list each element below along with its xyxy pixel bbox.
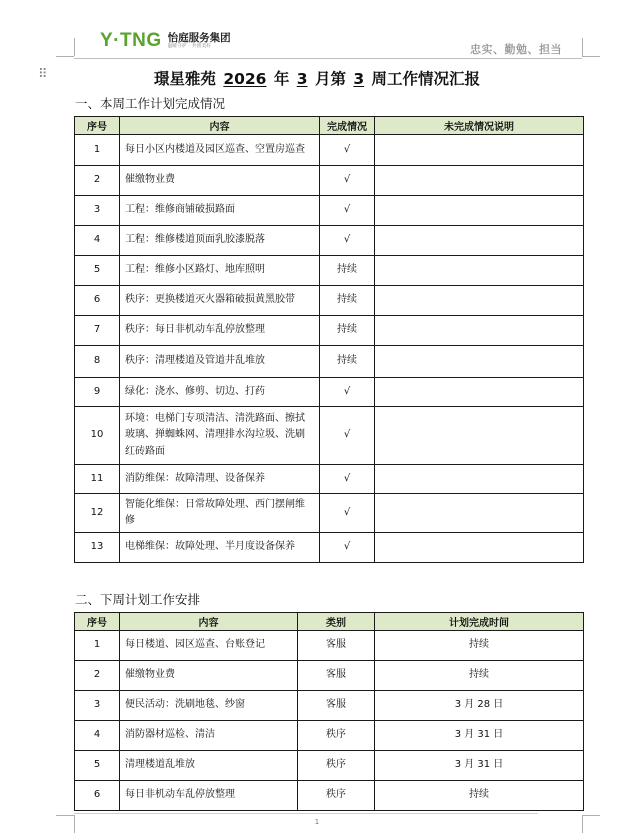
status-cell: 持续	[320, 256, 375, 286]
logo-mark: Y·TNG	[100, 30, 162, 51]
title-prefix: 璟星雅苑	[153, 70, 222, 88]
status-cell: √	[320, 494, 375, 533]
header-divider	[74, 58, 582, 59]
planned-time-cell: 3 月 28 日	[375, 691, 584, 721]
table-header-row	[75, 117, 584, 135]
column-header: 内容	[120, 613, 298, 631]
title-suffix: 周工作情况汇报	[366, 70, 481, 88]
row-number-cell: 7	[75, 316, 120, 346]
page-number: 1	[314, 818, 320, 826]
content-cell: 每日楼道、园区巡查、台账登记	[120, 631, 298, 661]
row-number-cell: 5	[75, 256, 120, 286]
note-cell	[375, 256, 584, 286]
status-cell: 持续	[320, 286, 375, 316]
row-number-cell: 1	[75, 631, 120, 661]
content-cell: 电梯维保：故障处理、半月度设备保养	[120, 533, 320, 563]
note-cell	[375, 226, 584, 256]
table-row	[75, 166, 584, 196]
table-row	[75, 631, 584, 661]
section-heading-completion: 一、本周工作计划完成情况	[75, 96, 226, 111]
note-cell	[375, 135, 584, 166]
title-month: 3	[296, 70, 308, 88]
category-cell: 秩序	[298, 751, 375, 781]
note-cell	[375, 316, 584, 346]
document-title	[0, 67, 634, 89]
content-cell: 每日小区内楼道及园区巡查、空置房巡查	[120, 135, 320, 166]
content-cell: 催缴物业费	[120, 661, 298, 691]
status-cell: √	[320, 135, 375, 166]
logo-text	[168, 33, 231, 50]
planned-time-cell: 3 月 31 日	[375, 721, 584, 751]
column-header: 序号	[75, 613, 120, 631]
note-cell	[375, 494, 584, 533]
content-cell: 智能化维保：日常故障处理、西门摆闸维修	[120, 494, 320, 533]
section-heading-next-week: 二、下周计划工作安排	[75, 592, 201, 607]
table-row	[75, 751, 584, 781]
header-slogan: 忠实、勤勉、担当	[470, 43, 562, 56]
table-row	[75, 661, 584, 691]
content-cell: 便民活动：洗刷地毯、纱窗	[120, 691, 298, 721]
table-row	[75, 721, 584, 751]
status-cell: √	[320, 533, 375, 563]
status-cell: √	[320, 166, 375, 196]
content-cell: 环境：电梯门专项清洁、清洗路面、擦拭玻璃、掸蜘蛛网、清理排水沟垃圾、洗刷红砖路面	[120, 407, 320, 465]
status-cell: 持续	[320, 346, 375, 378]
column-header: 未完成情况说明	[375, 117, 584, 135]
row-number-cell: 3	[75, 691, 120, 721]
status-cell: √	[320, 378, 375, 407]
row-number-cell: 2	[75, 166, 120, 196]
title-week: 3	[353, 70, 365, 88]
table-row	[75, 316, 584, 346]
planned-time-cell: 持续	[375, 781, 584, 811]
table-row	[75, 781, 584, 811]
row-number-cell: 11	[75, 465, 120, 494]
note-cell	[375, 465, 584, 494]
content-cell: 工程：维修商铺破损路面	[120, 196, 320, 226]
row-number-cell: 3	[75, 196, 120, 226]
row-number-cell: 1	[75, 135, 120, 166]
category-cell: 客服	[298, 691, 375, 721]
table-row	[75, 286, 584, 316]
table-row	[75, 465, 584, 494]
row-number-cell: 6	[75, 781, 120, 811]
content-cell: 消防维保：故障清理、设备保养	[120, 465, 320, 494]
content-cell: 消防器材巡检、清洁	[120, 721, 298, 751]
status-cell: √	[320, 407, 375, 465]
content-cell: 催缴物业费	[120, 166, 320, 196]
table-row	[75, 135, 584, 166]
row-number-cell: 5	[75, 751, 120, 781]
status-cell: 持续	[320, 316, 375, 346]
content-cell: 秩序：更换楼道灭火器箱破损黄黑胶带	[120, 286, 320, 316]
note-cell	[375, 533, 584, 563]
note-cell	[375, 196, 584, 226]
row-number-cell: 4	[75, 721, 120, 751]
category-cell: 秩序	[298, 781, 375, 811]
category-cell: 秩序	[298, 721, 375, 751]
row-number-cell: 9	[75, 378, 120, 407]
title-year: 2026	[223, 70, 267, 88]
table-row	[75, 533, 584, 563]
table-row	[75, 691, 584, 721]
column-header: 类别	[298, 613, 375, 631]
crop-mark	[74, 38, 75, 56]
next-week-plan-table	[74, 612, 584, 811]
table-row	[75, 494, 584, 533]
crop-mark	[582, 38, 583, 56]
note-cell	[375, 407, 584, 465]
status-cell: √	[320, 196, 375, 226]
content-cell: 清理楼道乱堆放	[120, 751, 298, 781]
crop-mark	[582, 56, 600, 57]
crop-mark	[56, 56, 74, 57]
crop-mark	[56, 815, 74, 816]
content-cell: 秩序：每日非机动车乱停放整理	[120, 316, 320, 346]
row-number-cell: 13	[75, 533, 120, 563]
table-row	[75, 256, 584, 286]
row-number-cell: 12	[75, 494, 120, 533]
footer-divider	[74, 813, 538, 814]
row-number-cell: 10	[75, 407, 120, 465]
column-header: 序号	[75, 117, 120, 135]
category-cell: 客服	[298, 631, 375, 661]
table-row	[75, 196, 584, 226]
logo-company-name: 怡庭服务集团	[167, 31, 231, 44]
table-row	[75, 226, 584, 256]
title-month-unit: 月第	[309, 70, 352, 88]
table-row	[75, 378, 584, 407]
column-header: 完成情况	[320, 117, 375, 135]
content-cell: 绿化：浇水、修剪、切边、打药	[120, 378, 320, 407]
content-cell: 工程：维修楼道顶面乳胶漆脱落	[120, 226, 320, 256]
note-cell	[375, 378, 584, 407]
logo-tagline: 温暖守护 · 共创美好	[167, 44, 212, 49]
column-header: 内容	[120, 117, 320, 135]
planned-time-cell: 3 月 31 日	[375, 751, 584, 781]
status-cell: √	[320, 226, 375, 256]
drag-handle-icon[interactable]: ⠿	[38, 67, 47, 82]
table-header-row	[75, 613, 584, 631]
completion-table	[74, 116, 584, 563]
content-cell: 秩序：清理楼道及管道井乱堆放	[120, 346, 320, 378]
content-cell: 工程：维修小区路灯、地库照明	[120, 256, 320, 286]
row-number-cell: 8	[75, 346, 120, 378]
company-logo	[100, 30, 231, 52]
note-cell	[375, 346, 584, 378]
planned-time-cell: 持续	[375, 631, 584, 661]
category-cell: 客服	[298, 661, 375, 691]
note-cell	[375, 166, 584, 196]
row-number-cell: 2	[75, 661, 120, 691]
note-cell	[375, 286, 584, 316]
status-cell: √	[320, 465, 375, 494]
table-row	[75, 407, 584, 465]
title-year-unit: 年	[268, 70, 295, 88]
table-row	[75, 346, 584, 378]
crop-mark	[582, 815, 600, 816]
column-header: 计划完成时间	[375, 613, 584, 631]
row-number-cell: 6	[75, 286, 120, 316]
row-number-cell: 4	[75, 226, 120, 256]
planned-time-cell: 持续	[375, 661, 584, 691]
content-cell: 每日非机动车乱停放整理	[120, 781, 298, 811]
